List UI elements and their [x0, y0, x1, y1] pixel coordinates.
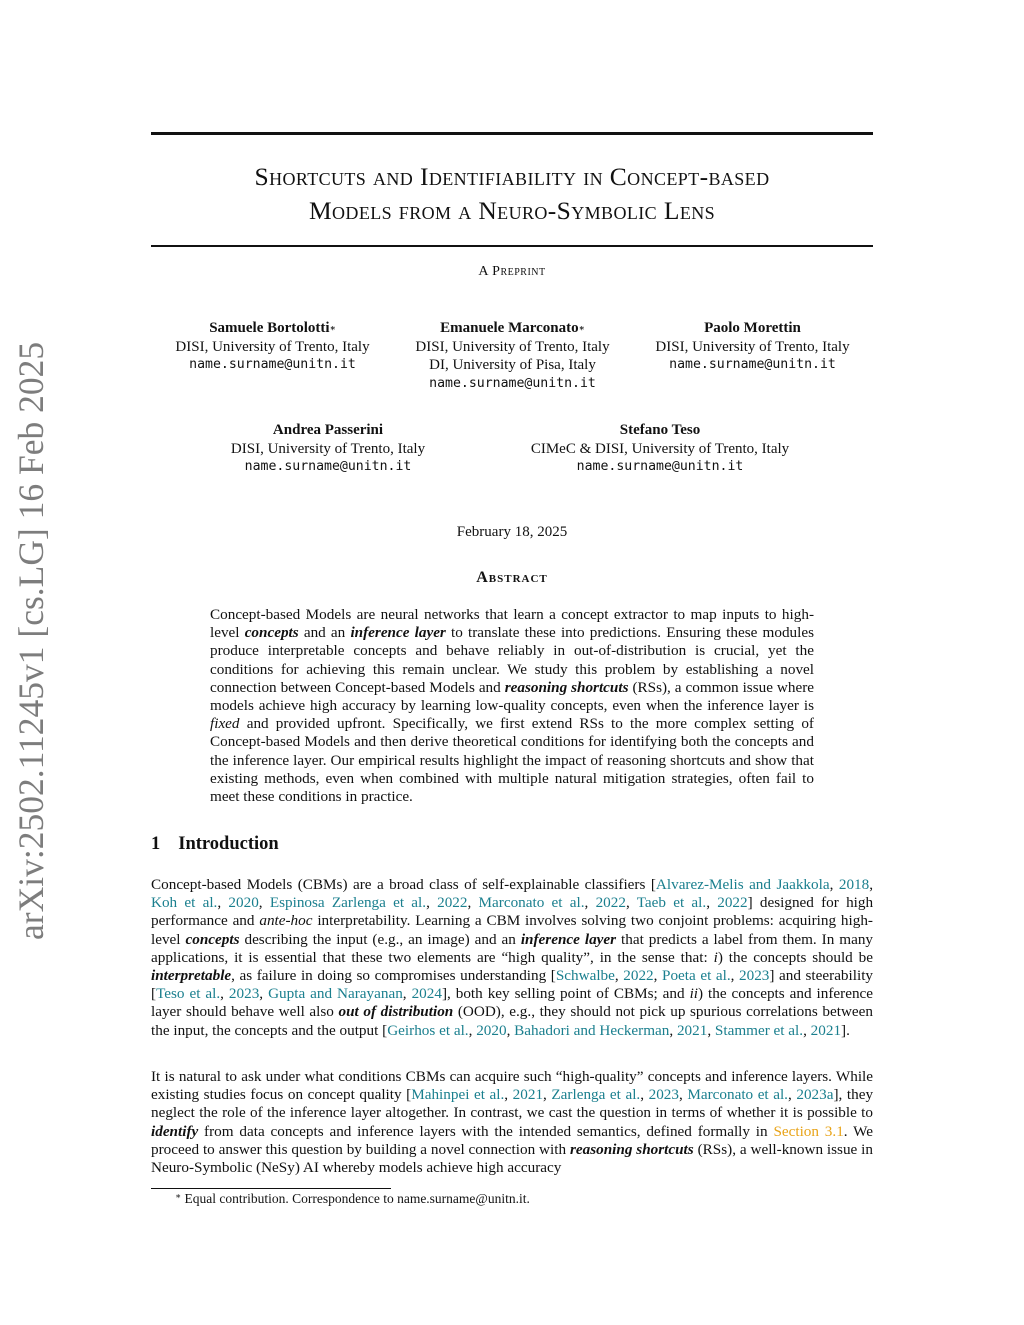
citation-link[interactable]: 2020	[228, 894, 259, 912]
author-block	[635, 319, 870, 375]
title-top-rule	[151, 132, 873, 135]
citation-link[interactable]: 2022	[623, 967, 654, 985]
author-email[interactable]: name.surname@unitn.it	[429, 375, 596, 391]
author-affiliation: DISI, University of Trento, Italy	[655, 338, 850, 355]
citation-link[interactable]: 2022	[717, 894, 748, 912]
citation-link[interactable]: 2023	[739, 967, 770, 985]
citation-link[interactable]: Stammer et al.	[714, 1021, 804, 1039]
author-name: Paolo Morettin	[704, 320, 801, 336]
citation-link[interactable]: Teso et al.	[156, 985, 221, 1003]
citation-link[interactable]: 2023	[648, 1086, 679, 1104]
citation-link[interactable]: Bahadori and Heckerman	[514, 1021, 670, 1039]
citation-link[interactable]: 2021	[512, 1086, 544, 1104]
citation-link[interactable]: Taeb et al.	[636, 894, 707, 912]
author-block	[505, 421, 815, 477]
citation-link[interactable]: Alvarez-Melis and Jaakkola	[655, 876, 830, 893]
footnote: ∗ Equal contribution. Correspondence to name.surname@unitn.it.	[175, 1191, 530, 1206]
citation-link[interactable]: 2021	[676, 1021, 708, 1039]
author-block	[395, 319, 630, 393]
citation-link[interactable]: Geirhos et al.	[387, 1021, 469, 1039]
citation-link[interactable]: Koh et al.	[151, 894, 218, 912]
paper-date: February 18, 2025	[456, 524, 568, 540]
author-email[interactable]: name.surname@unitn.it	[189, 357, 356, 372]
abstract-heading: Abstract	[476, 569, 548, 586]
section-heading: 1 Introduction	[151, 834, 279, 854]
citation-link[interactable]: Gupta and Narayanan	[268, 985, 403, 1003]
citation-link[interactable]: 2020	[476, 1021, 507, 1039]
arxiv-sidebar	[10, 341, 58, 940]
title-line-2: Models from a Neuro-Symbolic Lens	[308, 196, 716, 225]
footnote-rule	[151, 1188, 391, 1189]
citation-link[interactable]: 2024	[411, 985, 442, 1003]
arxiv-identifier: arXiv:2502.11245v1 [cs.LG] 16 Feb 2025	[11, 341, 51, 940]
intro-paragraph-2: It is natural to ask under what conditions CBMs can acquire such “high-quality” concepts and inference layers. While existing studies focus on concept quality [Mahinpei et al., 2021, Zarlenga et al., 2023, Marconato et al., 2023a], they neglect the role of the inference layer altogether. In contrast, we cast the question in terms of whether it is possible to identify from data concepts and inference layers with the intended semantics, defined formally in Section 3.1. We proceed to answer this question by building a novel connection with reasoning shortcuts (RSs), a well-known issue in Neuro-Symbolic (NeSy) AI whereby models achieve high accuracy	[151, 1068, 874, 1177]
citation-link[interactable]: 2022	[437, 894, 468, 912]
author-name: Stefano Teso	[619, 422, 701, 438]
citation-link[interactable]: 2021	[810, 1021, 842, 1039]
author-block	[210, 421, 446, 477]
author-email[interactable]: name.surname@unitn.it	[244, 459, 412, 474]
title-line-1: Shortcuts and Identifiability in Concept-based	[254, 162, 770, 191]
author-email[interactable]: name.surname@unitn.it	[669, 357, 836, 372]
citation-link[interactable]: Mahinpei et al.	[411, 1086, 505, 1104]
title-bottom-rule	[151, 245, 873, 247]
citation-link[interactable]: Zarlenga et al.	[551, 1086, 641, 1104]
author-affiliation: DISI, University of Trento, Italy	[230, 440, 426, 457]
author-affiliation: DISI, University of Trento, Italy	[415, 338, 610, 355]
citation-link[interactable]: Marconato et al.	[478, 894, 585, 912]
author-affiliation: CIMeC & DISI, University of Trento, Italy	[530, 440, 790, 457]
citation-link[interactable]: 2018	[838, 876, 870, 893]
citation-link[interactable]: 2022	[595, 894, 626, 912]
author-name: Samuele Bortolotti∗	[209, 320, 336, 336]
author-affiliation: DISI, University of Trento, Italy	[175, 338, 370, 355]
author-email[interactable]: name.surname@unitn.it	[576, 459, 744, 474]
citation-link[interactable]: Marconato et al.	[687, 1086, 788, 1104]
intro-paragraph-1: Concept-based Models (CBMs) are a broad class of self-explainable classifiers [Alvarez-Melis and Jaakkola, 2018, Koh et al., 2020, Espinosa Zarlenga et al., 2022, Marconato et al., 2022, Taeb et al., 2022] designed for high performance and ante-hoc interpretability. Learning a CBM involves solving two conjoint problems: acquiring high-level concepts describing the input (e.g., an image) and an inference layer that predicts a label from them. In many applications, it is essential that these two elements are “high quality”, in the sense that: i) the concepts should be interpretable, as failure in doing so compromises understanding [Schwalbe, 2022, Poeta et al., 2023] and steerability [Teso et al., 2023, Gupta and Narayanan, 2024], both key selling point of CBMs; and ii) the concepts and inference layer should behave well also out of distribution (OOD), e.g., they should not pick up spurious correlations between the input, the concepts and the output [Geirhos et al., 2020, Bahadori and Heckerman, 2021, Stammer et al., 2021].	[151, 876, 874, 1039]
citation-link[interactable]: Poeta et al.	[662, 967, 731, 985]
abstract-body: Concept-based Models are neural networks that learn a concept extractor to map inputs to high-level concepts and an inference layer to translate these into predictions. Ensuring these modules produce interpretable concepts and behave reliably in out-of-distribution is crucial, yet the conditions for achieving this remain unclear. We study this problem by establishing a novel connection between Concept-based Models and reasoning shortcuts (RSs), a common issue where models achieve high accuracy by learning low-quality concepts, even when the inference layer is fixed and provided upfront. Specifically, we first extend RSs to the more complex setting of Concept-based Models and then derive theoretical conditions for identifying both the concepts and the inference layer. Our empirical results highlight the impact of reasoning shortcuts and show that existing methods, even when combined with multiple natural mitigation strategies, often fail to meet these conditions in practice.	[210, 606, 815, 806]
author-name: Andrea Passerini	[272, 422, 384, 438]
citation-link[interactable]: 2023	[228, 985, 260, 1003]
author-affiliation: DI, University of Pisa, Italy	[429, 357, 596, 373]
author-block	[155, 319, 390, 375]
citation-link[interactable]: Espinosa Zarlenga et al.	[269, 894, 427, 912]
preprint-label: A Preprint	[478, 264, 546, 279]
citation-link[interactable]: Schwalbe	[555, 967, 615, 985]
citation-link[interactable]: 2023a	[796, 1086, 834, 1104]
paper-title	[151, 160, 873, 228]
author-name: Emanuele Marconato∗	[440, 320, 585, 336]
section-reference-link[interactable]: Section 3.1	[773, 1122, 844, 1140]
